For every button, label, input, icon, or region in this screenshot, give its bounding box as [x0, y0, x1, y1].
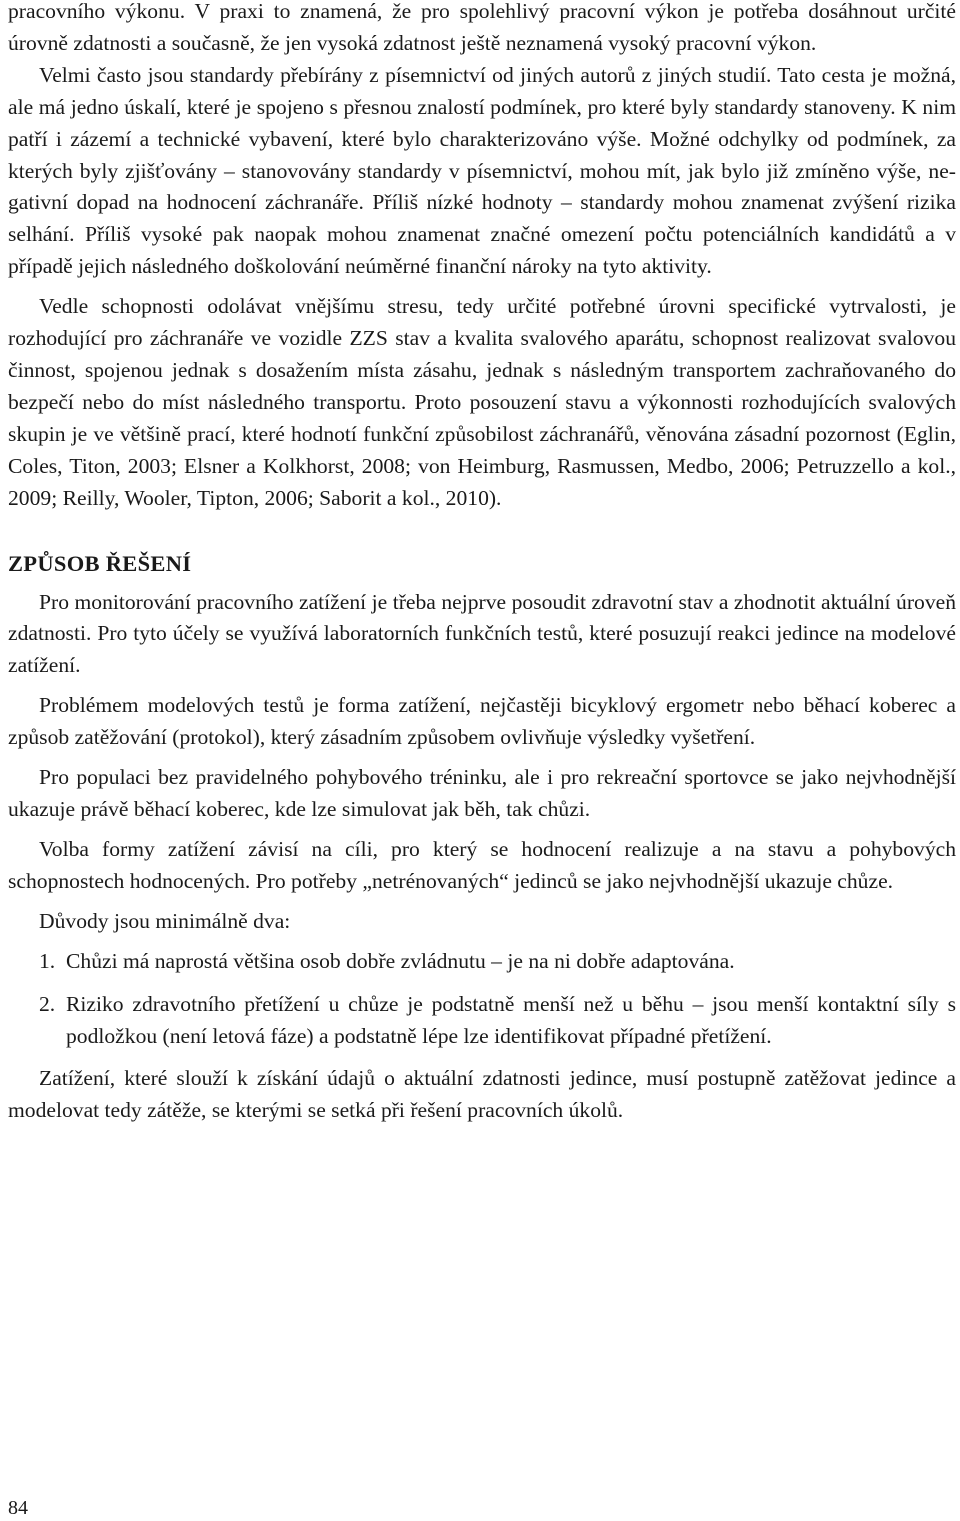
section-heading: ZPŮSOB ŘEŠENÍ — [8, 550, 192, 576]
paragraph: pracovního výkonu. V praxi to znamená, že pro spolehlivý pracovní výkon je potřeba dosáhnout určité úrovně zdatnosti a současně, že jen vysoká zdatnost ještě neznamená vysoký pracovní výkon. — [8, 0, 956, 55]
list-item-text: Chůzi má naprostá většina osob dobře zvládnutu – je na ni dobře adaptována. — [66, 948, 735, 973]
list-item-number: 2. — [39, 992, 56, 1017]
paragraph: Pro monitorování pracovního zatížení je třeba nejprve posoudit zdravotní stav a zhodnotit aktuální úroveň zdatnosti. Pro tyto účely se využívá laboratorních funkčních testů, které posuzují reakci jedince na modelové zatížení. — [8, 589, 956, 678]
numbered-list — [8, 946, 956, 1054]
paragraph: Problémem modelových testů je forma zatížení, nejčastěji bicyklový ergometr nebo běhací koberec a způsob zatěžování (protokol), který zásadním způsobem ovlivňuje výsledky vyšetření. — [8, 693, 956, 750]
document-page — [8, 0, 956, 1127]
paragraph: Pro populaci bez pravidelného pohybového tréninku, ale i pro rekreační sportovce se jako nejvhodnější ukazuje právě běhací koberec, kde lze simulovat jak běh, tak chůzi. — [8, 765, 956, 821]
list-item — [8, 946, 956, 978]
paragraph: Zatížení, které slouží k získání údajů o aktuální zdatnosti jedince, musí postupně zatěžovat jedince a modelovat tedy zátěže, se kterými se setká při řešení pracovních úkolů. — [8, 1066, 956, 1123]
list-item-number: 1. — [39, 948, 56, 973]
page-number: 84 — [8, 1497, 28, 1519]
paragraph: Důvody jsou minimálně dva: — [39, 908, 291, 933]
paragraph: Volba formy zatížení závisí na cíli, pro který se hodnocení realizuje a na stavu a pohybových schopnostech hodnocených. Pro potřeby „netrénovaných“ jedinců se jako nejvhodnější ukazuje chůze. — [8, 836, 956, 893]
list-item — [8, 989, 956, 1053]
paragraph: Velmi často jsou standardy přebírány z písemnictví od jiných autorů z jiných studií. Tato cesta je možná, ale má jedno úskalí, které je spojeno s přesnou znalostí podmínek, pro které byly standardy stanoveny. K nim patří i zázemí a technické vybavení, které bylo charakterizováno výše. Možné odchylky od podmínek, za kterých byly zjišťovány – stanovovány standardy v písemnictví, mohou mít, jak bylo již zmíněno výše, negativní dopad na hodnocení záchranáře. Příliš nízké hodnoty – standardy mohou znamenat zvýšení rizika selhání. Příliš vysoké pak naopak mohou znamenat značné omezení počtu potenciálních kandidátů a v případě jejich následného doškolování neúměrné finanční nároky na tyto aktivity. — [8, 62, 956, 279]
list-item-text: Riziko zdravotního přetížení u chůze je podstatně menší než u běhu – jsou menší kontaktní síly s podložkou (není letová fáze) a podstatně lépe lze identifikovat případné přetížení. — [66, 992, 956, 1049]
paragraph: Vedle schopnosti odolávat vnějšímu stresu, tedy určité potřebné úrovni specifické vytrvalosti, je rozhodující pro záchranáře ve vozidle ZZS stav a kvalita svalového aparátu, schopnost realizovat svalovou činnost, spojenou jednak s dosažením místa zásahu, jednak s následným transportem zachraňovaného do bezpečí nebo do míst následného transportu. Proto posouzení stavu a výkonnosti rozhodujících svalových skupin je ve většině prací, které hodnotí funkční způsobilost záchranářů, věnována zásadní pozornost (Eglin, Coles, Titon, 2003; Elsner a Kolkhorst, 2008; von Heimburg, Rasmussen, Medbo, 2006; Petruzzello a kol., 2009; Reilly, Wooler, Tipton, 2006; Saborit a kol., 2010). — [8, 294, 956, 510]
